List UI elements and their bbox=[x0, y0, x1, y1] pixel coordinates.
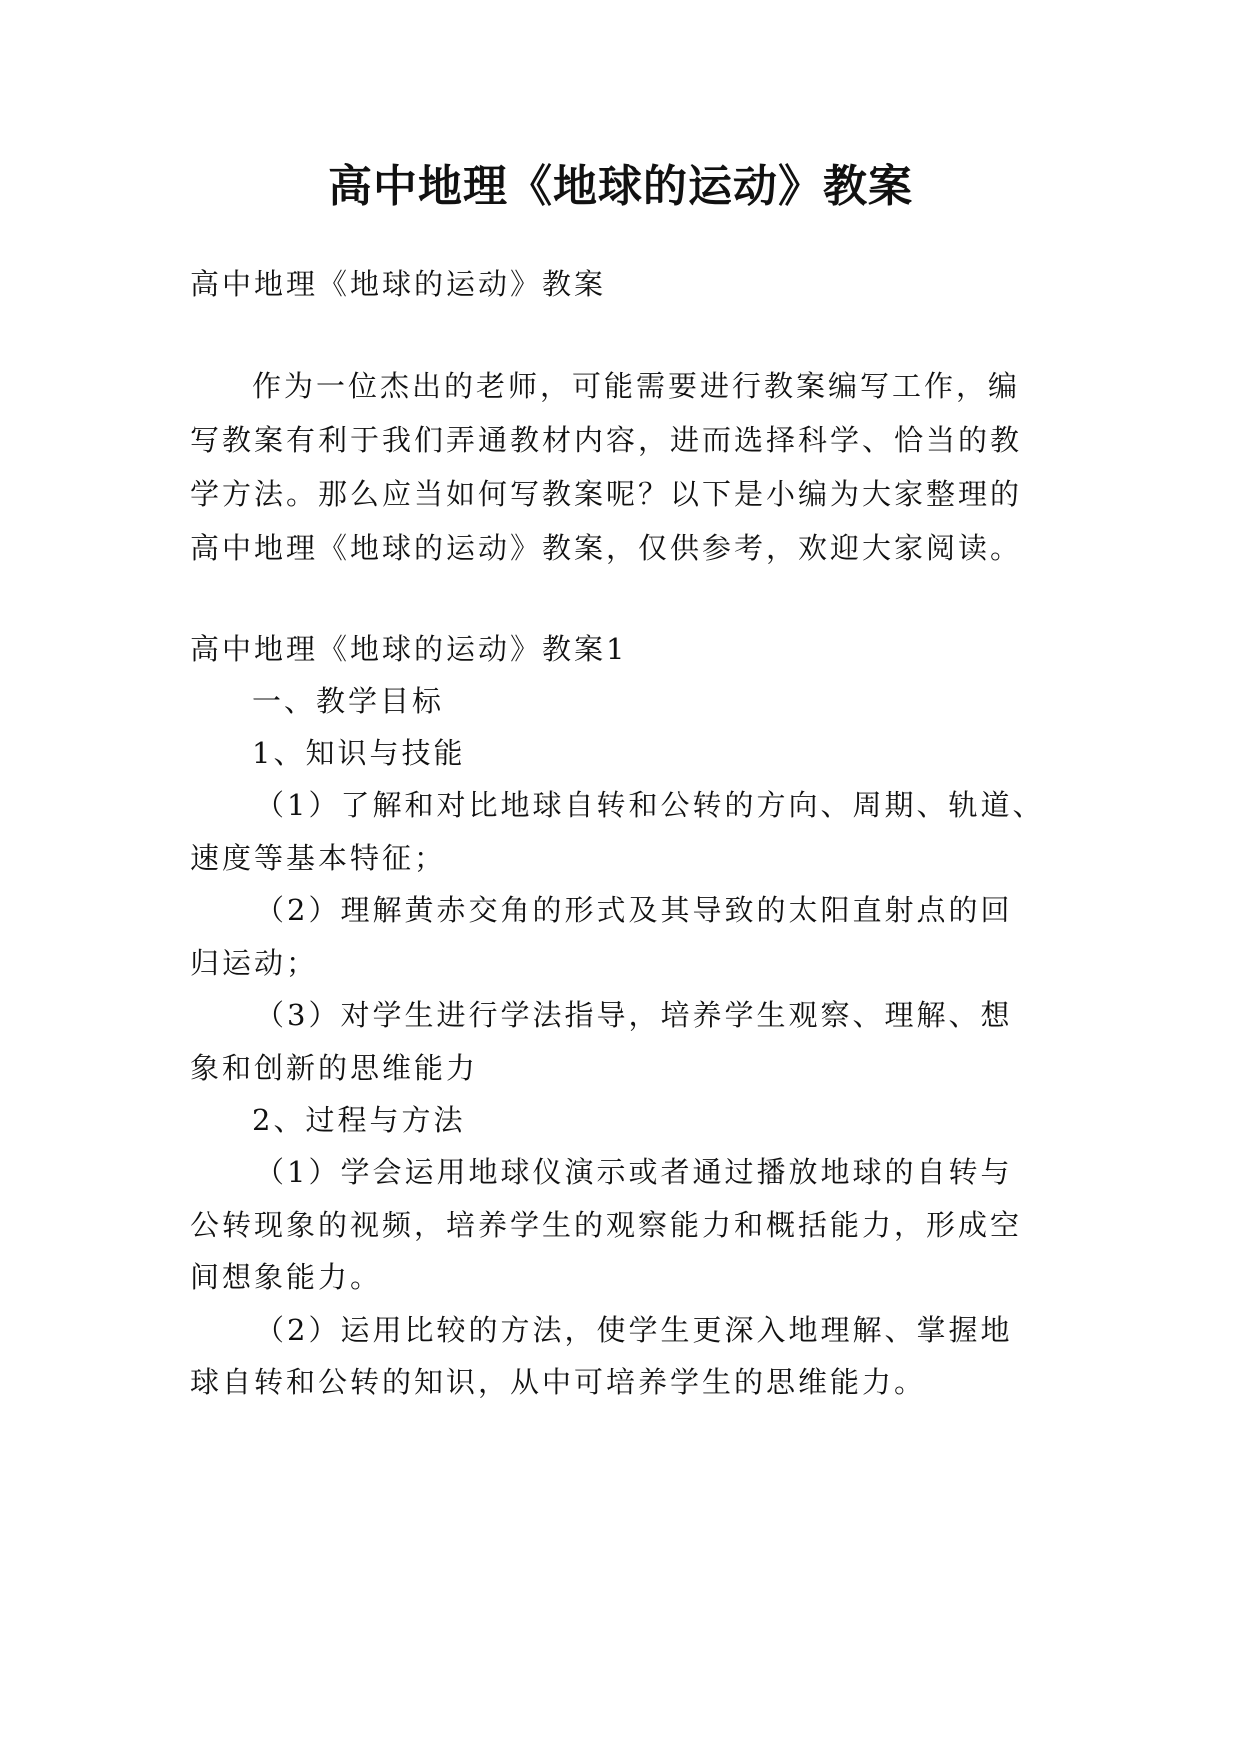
process-item: 球自转和公转的知识，从中可培养学生的思维能力。 bbox=[190, 1365, 927, 1399]
knowledge-item: （2）理解黄赤交角的形式及其导致的太阳直射点的回 bbox=[255, 893, 1013, 927]
process-item: （1）学会运用地球仪演示或者通过播放地球的自转与 bbox=[255, 1155, 1013, 1189]
knowledge-item: 归运动； bbox=[190, 946, 319, 980]
process-item: 间想象能力。 bbox=[190, 1260, 383, 1294]
process-item: 公转现象的视频，培养学生的观察能力和概括能力，形成空 bbox=[190, 1208, 1023, 1242]
intro-line: 学方法。那么应当如何写教案呢？以下是小编为大家整理的 bbox=[190, 477, 1023, 511]
document-title: 高中地理《地球的运动》教案 bbox=[328, 161, 913, 212]
knowledge-item: （3）对学生进行学法指导，培养学生观察、理解、想 bbox=[255, 998, 1013, 1032]
goal-heading: 一、教学目标 bbox=[252, 684, 445, 718]
intro-line: 写教案有利于我们弄通教材内容，进而选择科学、恰当的教 bbox=[190, 423, 1023, 457]
knowledge-item: 速度等基本特征； bbox=[190, 841, 447, 875]
knowledge-item: 象和创新的思维能力 bbox=[190, 1051, 479, 1085]
intro-line: 作为一位杰出的老师，可能需要进行教案编写工作，编 bbox=[252, 369, 1021, 403]
knowledge-item: （1）了解和对比地球自转和公转的方向、周期、轨道、 bbox=[255, 788, 1045, 822]
document-subtitle: 高中地理《地球的运动》教案 bbox=[190, 267, 607, 301]
knowledge-heading: 1、知识与技能 bbox=[252, 736, 466, 770]
intro-line: 高中地理《地球的运动》教案，仅供参考，欢迎大家阅读。 bbox=[190, 531, 1023, 565]
section-heading: 高中地理《地球的运动》教案1 bbox=[190, 632, 628, 666]
process-heading: 2、过程与方法 bbox=[252, 1103, 466, 1137]
process-item: （2）运用比较的方法，使学生更深入地理解、掌握地 bbox=[255, 1313, 1013, 1347]
